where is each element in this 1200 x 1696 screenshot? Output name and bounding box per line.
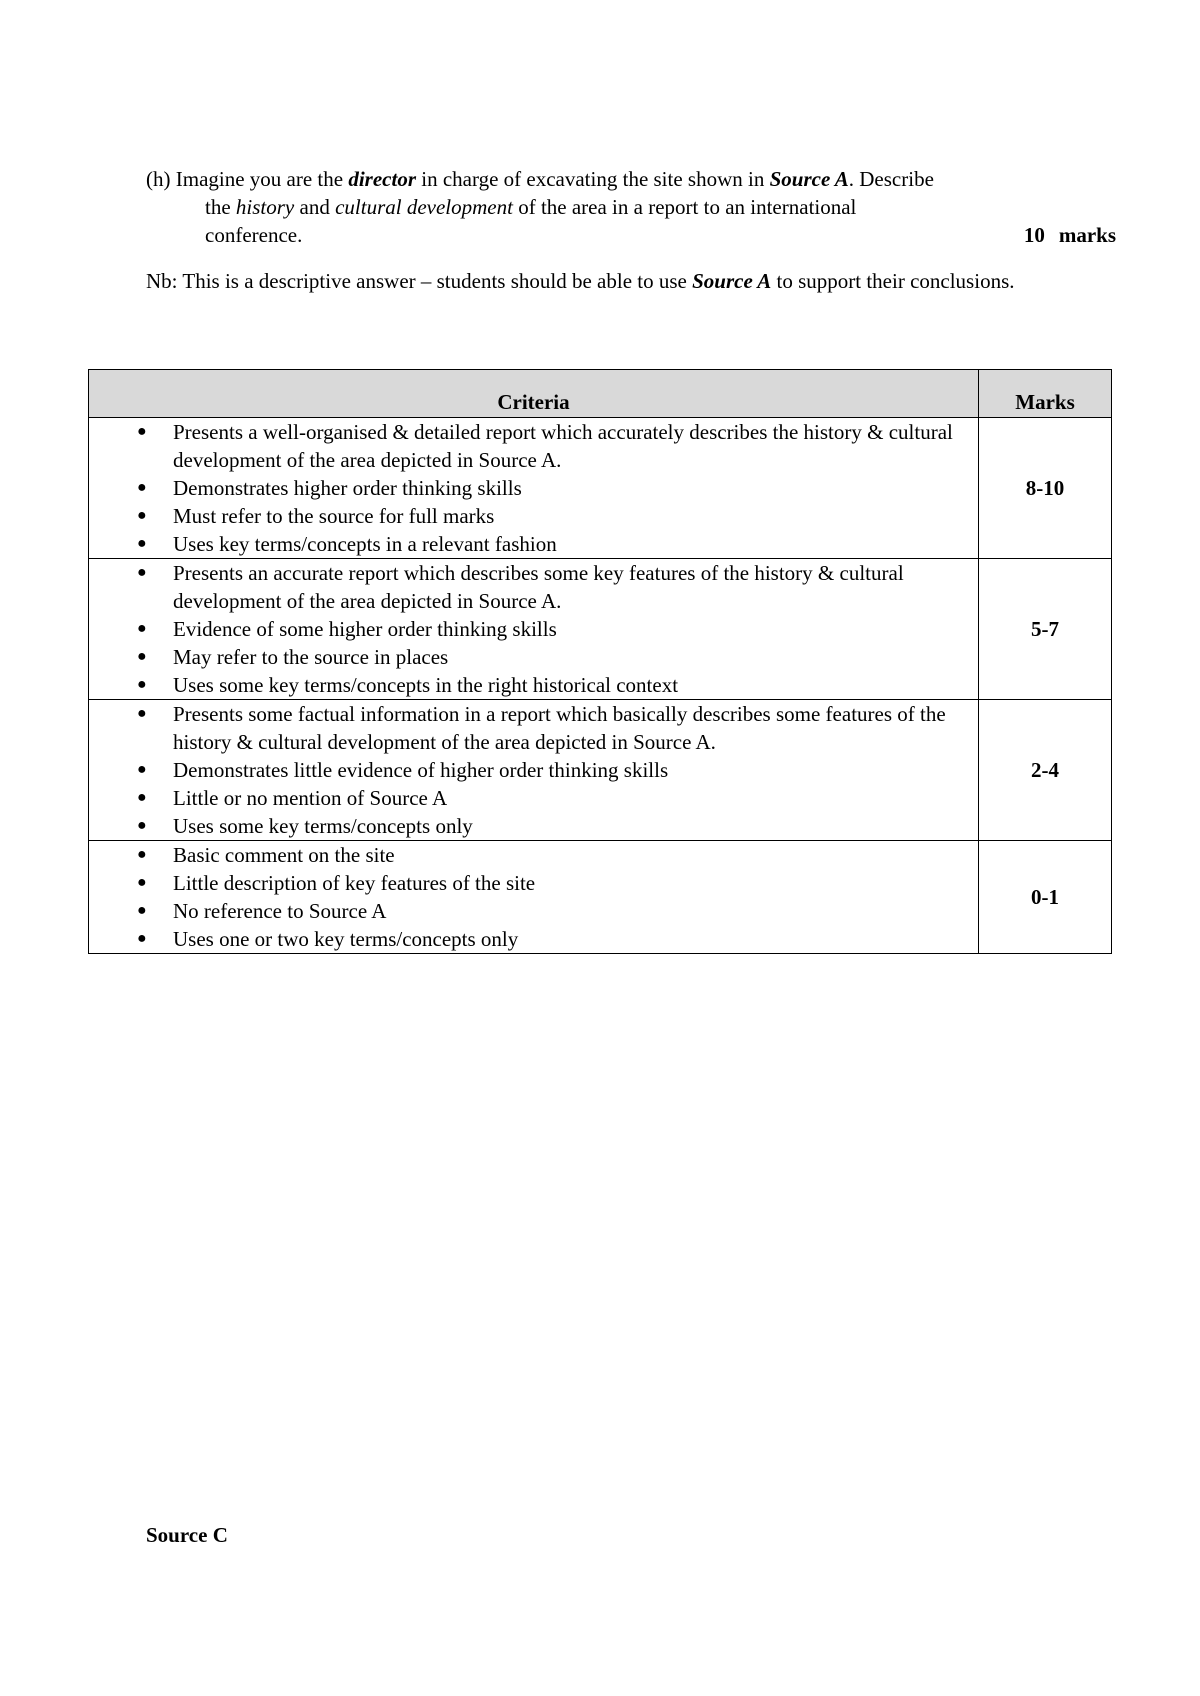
question-mid-2: . Describe [848, 167, 934, 191]
marks-word: marks [1058, 223, 1116, 247]
bullet-icon: ● [137, 874, 147, 891]
question-marks [1024, 221, 1116, 249]
list-item [89, 559, 978, 615]
marks-cell: 0-1 [979, 841, 1112, 954]
bullet-icon: ● [137, 902, 147, 919]
bullet-icon: ● [137, 761, 147, 778]
list-item [89, 671, 978, 699]
cultural-development-term: cultural development [335, 195, 513, 219]
bullet-icon: ● [137, 507, 147, 524]
criterion-text: Little or no mention of Source A [173, 786, 448, 810]
criterion-text: Presents some factual information in a report which basically describes some features of the history & cultural development of the area depicted in Source A. [173, 702, 946, 754]
criterion-text: Basic comment on the site [173, 843, 395, 867]
list-item [89, 643, 978, 671]
criteria-list [89, 418, 978, 558]
criteria-cell [89, 559, 979, 700]
source-c-heading: Source C [146, 1523, 228, 1547]
table-row [89, 841, 1112, 954]
list-item [89, 812, 978, 840]
criterion-text: Uses key terms/concepts in a relevant fashion [173, 532, 557, 556]
criterion-text: Uses some key terms/concepts only [173, 814, 473, 838]
criterion-text: Demonstrates little evidence of higher order thinking skills [173, 758, 669, 782]
bullet-icon: ● [137, 789, 147, 806]
criteria-cell [89, 841, 979, 954]
list-item [89, 925, 978, 953]
source-a-ref: Source A [769, 167, 849, 191]
bullet-icon: ● [137, 535, 147, 552]
bullet-icon: ● [137, 930, 147, 947]
criteria-list [89, 841, 978, 953]
criterion-text: Demonstrates higher order thinking skills [173, 476, 522, 500]
director-term: director [348, 167, 416, 191]
question-line-1 [146, 165, 1066, 193]
list-item [89, 474, 978, 502]
table-header-row [89, 370, 1112, 418]
marks-number: 10 [1023, 223, 1045, 247]
bullet-icon: ● [137, 705, 147, 722]
marks-cell: 8-10 [979, 418, 1112, 559]
bullet-icon: ● [137, 423, 147, 440]
list-item [89, 530, 978, 558]
marking-rubric-table [88, 369, 1112, 954]
list-item [89, 756, 978, 784]
marks-cell: 2-4 [979, 700, 1112, 841]
criteria-list [89, 700, 978, 840]
marking-note [146, 267, 1046, 295]
list-item [89, 418, 978, 474]
bullet-icon: ● [137, 846, 147, 863]
criterion-text: Little description of key features of the site [173, 871, 536, 895]
note-suffix: to support their conclusions. [771, 269, 1015, 293]
note-prefix: Nb: This is a descriptive answer – students should be able to use [146, 269, 693, 293]
criterion-text: Must refer to the source for full marks [173, 504, 495, 528]
marks-cell: 5-7 [979, 559, 1112, 700]
table-row [89, 418, 1112, 559]
question-h [146, 165, 1116, 249]
criterion-text: May refer to the source in places [173, 645, 449, 669]
list-item [89, 700, 978, 756]
question-conference: conference. [205, 223, 303, 247]
criterion-text: Uses one or two key terms/concepts only [173, 927, 519, 951]
history-term: history [235, 195, 295, 219]
marks-header: Marks [979, 370, 1112, 418]
table-row [89, 559, 1112, 700]
bullet-icon: ● [137, 620, 147, 637]
list-item [89, 869, 978, 897]
list-item [89, 841, 978, 869]
bullet-icon: ● [137, 817, 147, 834]
note-source-a: Source A [692, 269, 772, 293]
bullet-icon: ● [137, 676, 147, 693]
question-the: the [205, 195, 236, 219]
criteria-cell [89, 418, 979, 559]
table-row [89, 700, 1112, 841]
criteria-list [89, 559, 978, 699]
question-line-2 [146, 193, 1066, 221]
criterion-text: Evidence of some higher order thinking skills [173, 617, 557, 641]
list-item [89, 502, 978, 530]
criteria-header: Criteria [89, 370, 979, 418]
criterion-text: Presents a well-organised & detailed report which accurately describes the history & cultural development of the area depicted in Source A. [173, 420, 953, 472]
criteria-cell [89, 700, 979, 841]
question-line-3 [146, 221, 1116, 249]
list-item [89, 615, 978, 643]
list-item [89, 784, 978, 812]
question-line-2-rest: of the area in a report to an international [512, 195, 857, 219]
criterion-text: No reference to Source A [173, 899, 387, 923]
criterion-text: Presents an accurate report which describes some key features of the history & cultural development of the area depicted in Source A. [173, 561, 904, 613]
bullet-icon: ● [137, 648, 147, 665]
question-and: and [294, 195, 336, 219]
question-prefix: (h) Imagine you are the [146, 167, 349, 191]
bullet-icon: ● [137, 564, 147, 581]
bullet-icon: ● [137, 479, 147, 496]
question-mid-1: in charge of excavating the site shown in [416, 167, 770, 191]
criterion-text: Uses some key terms/concepts in the right historical context [173, 673, 679, 697]
list-item [89, 897, 978, 925]
